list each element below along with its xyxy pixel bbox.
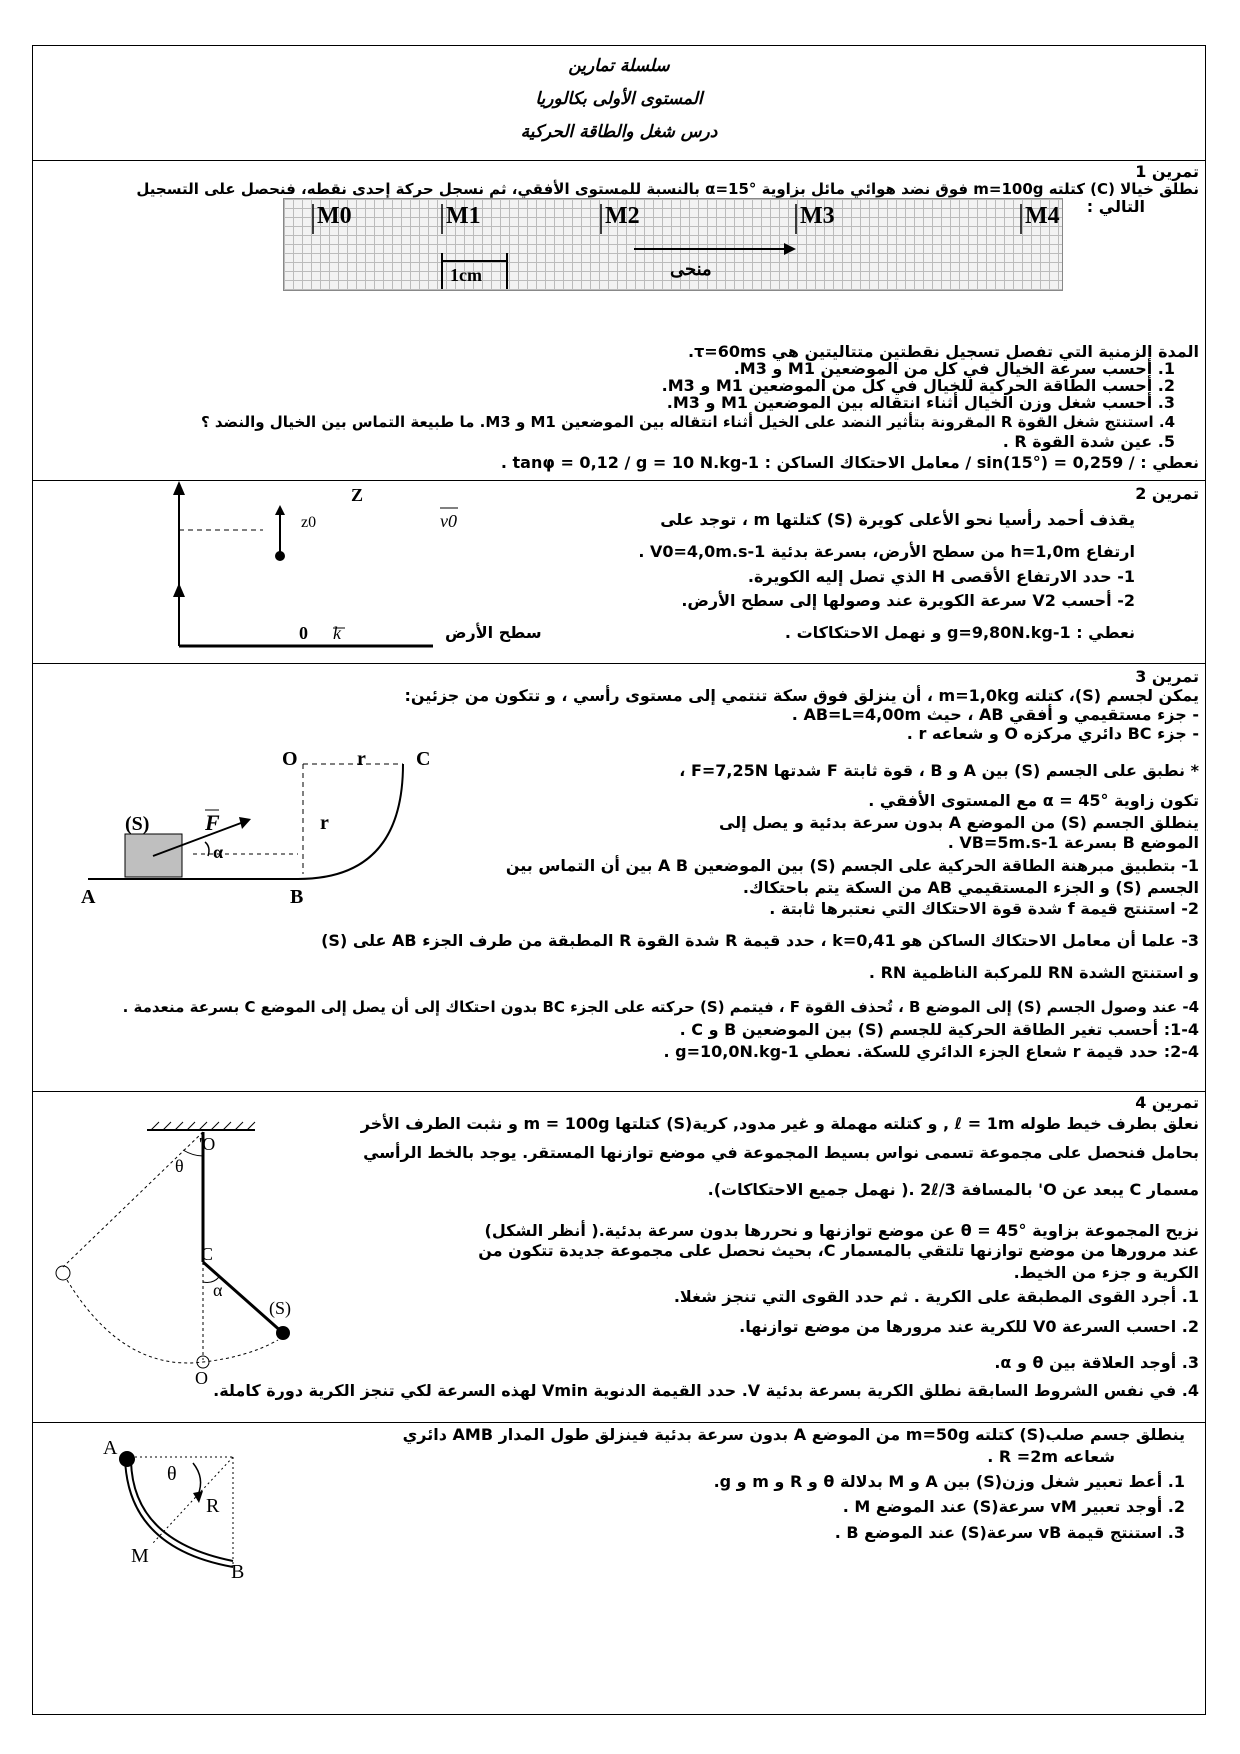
ex2-title: تمرين 2 [1135,484,1199,503]
ex3-line-13: 4- عند وصول الجسم (S) إلى الموضع B ، تُحذف القوة F ، فيتمم (S) حركته على الجزء BC بدون احتكاك إلى أن يصل إلى الموضع C بسرعة منعدمة . [122,998,1199,1016]
label-o: O [195,1368,208,1388]
ex1-q3: 3. أحسب شغل وزن الخيال أثناء انتقاله بين الموضعين M1 و M3. [666,393,1175,412]
ex5-q1: 1. أعط تعبير شغل وزن(S) بين A و M بدلالة θ و R و m و g. [713,1472,1185,1491]
header-section [33,46,1205,161]
ex5-line-1: ينطلق جسم صلب(S) كتلته m=50g من الموضع A بدون سرعة بدئية فينزلق طول المدار AMB دائري [402,1425,1185,1444]
ex1-q2: 2. أحسب الطاقة الحركية للخيال في كل من الموضعين M1 و M3. [661,376,1175,395]
ex3-line-15: 2-4: حدد قيمة r شعاع الجزء الدائري للسكة. نعطي g=10,0N.kg-1 . [663,1042,1199,1061]
hatch-7 [223,1122,231,1130]
ex4-q4: 4. في نفس الشروط السابقة نطلق الكرية بسرعة بدئية V. حدد القيمة الدنوية Vmin لهذه السرعة لكي تنجز الكرية دورة كاملة. [213,1381,1199,1400]
label-m: M [131,1545,149,1567]
ex3-line-11: 3- علما أن معامل الاحتكاك الساكن هو k=0,41 ، حدد قيمة R شدة القوة R المطبقة من طرف الجزء AB على (S) [321,931,1199,950]
direction-arrow-head [784,243,796,255]
label-r-side: r [320,812,329,834]
label-s: (S) [269,1298,292,1318]
ex3-line-8: 1- بتطبيق مبرهنة الطاقة الحركية على الجسم (S) بين الموضعين A B بين أن التماس بين [505,856,1199,875]
body-at-a [119,1451,135,1467]
ex4-q3: 3. أوجد العلاقة بين θ و α. [994,1353,1199,1372]
hatch-3 [175,1122,183,1130]
point-label-m2: M2 [605,203,640,229]
ex5-q2: 2. أوجد تعبير vM سرعة(S) عند الموضع M . [842,1497,1185,1516]
ex2-given: نعطي : g=9,80N.kg-1 و نهمل الاحتكاكات . [784,623,1135,642]
ex4-line-1: نعلق بطرف خيط طوله ℓ = 1m , و كتلته مهملة و غير مدود, كرية(S) كتلتها m = 100g و نثبت الطرف الأخر [360,1114,1199,1133]
dotted-initial-string [63,1132,203,1267]
ex3-line-6: ينطلق الجسم (S) من الموضع A بدون سرعة بدئية و يصل إلى [718,813,1199,832]
label-r: R [206,1495,220,1517]
label-r-top: r [357,748,366,770]
ball-s [275,551,285,561]
ex1-intro-1: نطلق خيالا (C) كتلته m=100g فوق نضد هوائي مائل بزاوية α=15° بالنسبة للمستوى الأفقي، ثم نسجل حركة إحدى نقطه، فنحصل على التسجيل [136,180,1199,198]
label-a: A [81,886,96,908]
ex3-line-2: - جزء مستقيمي و أفقي AB ، حيث AB=L=4,00m . [791,705,1199,724]
point-label-m4: M4 [1025,203,1060,229]
ex2-line-2: ارتفاع h=1,0m من سطح الأرض، بسرعة بدئية V0=4,0m.s-1 . [638,542,1135,561]
label-c: C [416,748,431,770]
label-s: (S) [125,813,150,835]
scale-label: 1cm [450,265,482,285]
ground-label: سطح الأرض [445,623,542,642]
label-alpha: α [213,1280,223,1300]
hatch-5 [199,1122,207,1130]
ex3-line-3: - جزء BC دائري مركزه O و شعاعه r . [906,724,1199,743]
recording-tape [283,198,1063,291]
ex2-q1: 1- حدد الارتفاع الأقصى H الذي تصل إليه الكويرة. [747,567,1135,586]
ex1-q1: 1. أحسب سرعة الخيال في كل من الموضعين M1 و M3. [733,359,1175,378]
ex1-intro-2: التالي : [1086,197,1145,216]
point-label-m3: M3 [800,203,835,229]
origin-label: 0 [299,623,308,643]
ex4-line-4: نزيح المجموعة بزاوية θ = 45° عن موضع توازنها و نحررها بدون سرعة بدئية.( أنظر الشكل) [484,1221,1199,1240]
radius-r [153,1457,233,1543]
header-lesson: درس شغل والطاقة الحركية [520,122,718,142]
ex4-line-3: مسمار C يبعد عن O' بالمسافة 2ℓ/3 .( نهمل جميع الاحتكاكات). [707,1180,1199,1199]
hatch-2 [163,1122,171,1130]
ex1-given: نعطي : / sin(15°) = 0,259 / معامل الاحتكاك الساكن : tanφ = 0,12 / g = 10 N.kg-1 . [500,453,1199,472]
ex2-line-1: يقذف أحمد رأسيا نحو الأعلى كويرة (S) كتلتها m ، توجد على [660,510,1135,529]
k-arrow-head [173,583,185,597]
ex3-line-5: تكون زاوية α = 45° مع المستوى الأفقي . [868,791,1199,810]
ex4-line-6: الكرية و جزء من الخيط. [1013,1263,1199,1282]
z-axis-arrow [173,481,185,495]
ex4-q1: 1. أجرد القوى المطبقة على الكرية . ثم حدد القوى التي تنجز شغلا. [673,1287,1199,1306]
label-o: O [282,748,298,770]
ex3-title: تمرين 3 [1135,667,1199,686]
ex2-q2: 2- أحسب V2 سرعة الكويرة عند وصولها إلى سطح الأرض. [681,591,1135,610]
dotted-trajectory [67,1280,278,1363]
label-theta: θ [167,1463,177,1485]
theta-arrow-head [193,1491,203,1503]
exercise-5 [33,1423,1205,1715]
v0-label: v0 [440,511,457,531]
label-b: B [231,1561,245,1583]
ex1-title: تمرين 1 [1135,162,1199,181]
ex3-line-1: يمكن لجسم (S)، كتلته m=1,0kg ، أن ينزلق فوق سكة تنتمي إلى مستوى رأسي ، و تتكون من جزئين: [404,686,1199,705]
exercise-4 [33,1092,1205,1423]
exercise-1 [33,161,1205,481]
k-label: k [333,623,341,643]
exercise-3 [33,664,1205,1092]
direction-label: منحى [670,259,712,279]
ex1-q4: 4. استنتج شغل القوة R المقرونة بتأثير النضد على الخيل أثناء انتقاله بين الموضعين M1 و M3. ما طبيعة التماس بين الخيال والنضد ؟ [200,413,1175,431]
hatch-9 [247,1122,255,1130]
ex3-line-4: * نطبق على الجسم (S) بين A و B ، قوة ثابتة F شدتها F=7,25N ، [679,761,1199,780]
hatch-4 [187,1122,195,1130]
label-b: B [290,886,304,908]
hatch-1 [151,1122,159,1130]
ball-s [276,1326,290,1340]
force-f-head [239,817,251,829]
label-o-prime: O' [199,1134,216,1154]
v0-arrow-head [275,505,285,515]
hatch-8 [235,1122,243,1130]
ex3-line-9: الجسم (S) و الجزء المستقيمي AB من السكة يتم باحتكاك. [742,878,1199,897]
label-c: C [201,1244,214,1264]
ex1-tau: المدة الزمنية التي تفصل تسجيل نقطتين متتاليتين هي τ=60ms. [688,342,1199,361]
ex3-line-12: و استنتج الشدة RN للمركبة الناظمية RN . [868,963,1199,982]
track-bc [298,764,403,879]
ex3-line-14: 1-4: أحسب تغير الطاقة الحركية للجسم (S) بين الموضعين B و C . [679,1020,1199,1039]
ex3-line-10: 2- استنتج قيمة f شدة قوة الاحتكاك التي نعتبرها ثابتة . [769,899,1199,918]
hatch-6 [211,1122,219,1130]
worksheet-frame [32,45,1206,1715]
header-level: المستوى الأولى بكالوريا [535,89,703,109]
z0-label: z0 [301,514,317,531]
point-label-m1: M1 [446,203,481,229]
ex4-title: تمرين 4 [1135,1093,1199,1112]
ex4-line-5: عند مرورها من موضع توازنها تلتقي بالمسمار C، بحيث نحصل على مجموعة جديدة تتكون من [478,1241,1199,1260]
label-alpha: α [213,842,224,862]
ex5-q3: 3. استنتج قيمة vB سرعة(S) عند الموضع B . [834,1523,1185,1542]
ex4-q2: 2. احسب السرعة V0 للكرية عند مرورها من موضع توازنها. [739,1317,1199,1336]
ex5-line-2: شعاعه R =2m . [987,1447,1115,1466]
header-series-title: سلسلة تمارين [568,56,670,76]
exercise-2 [33,481,1205,664]
ex3-line-7: الموضع B بسرعة VB=5m.s-1 . [947,833,1199,852]
z-axis-label: Z [351,485,364,505]
ball-initial [56,1266,70,1280]
label-theta: θ [175,1156,184,1176]
label-f: F [205,810,220,835]
point-label-m0: M0 [317,203,352,229]
ex1-q5: 5. عين شدة القوة R . [1002,432,1175,451]
ex4-line-2: بحامل فنحصل على مجموعة تسمى نواس بسيط المجموعة في موضع توازنها المستقر. يوجد بالخط الرأسي [363,1143,1199,1162]
alpha-arc [205,842,209,856]
label-a: A [103,1437,118,1459]
theta-arrow [193,1463,201,1495]
